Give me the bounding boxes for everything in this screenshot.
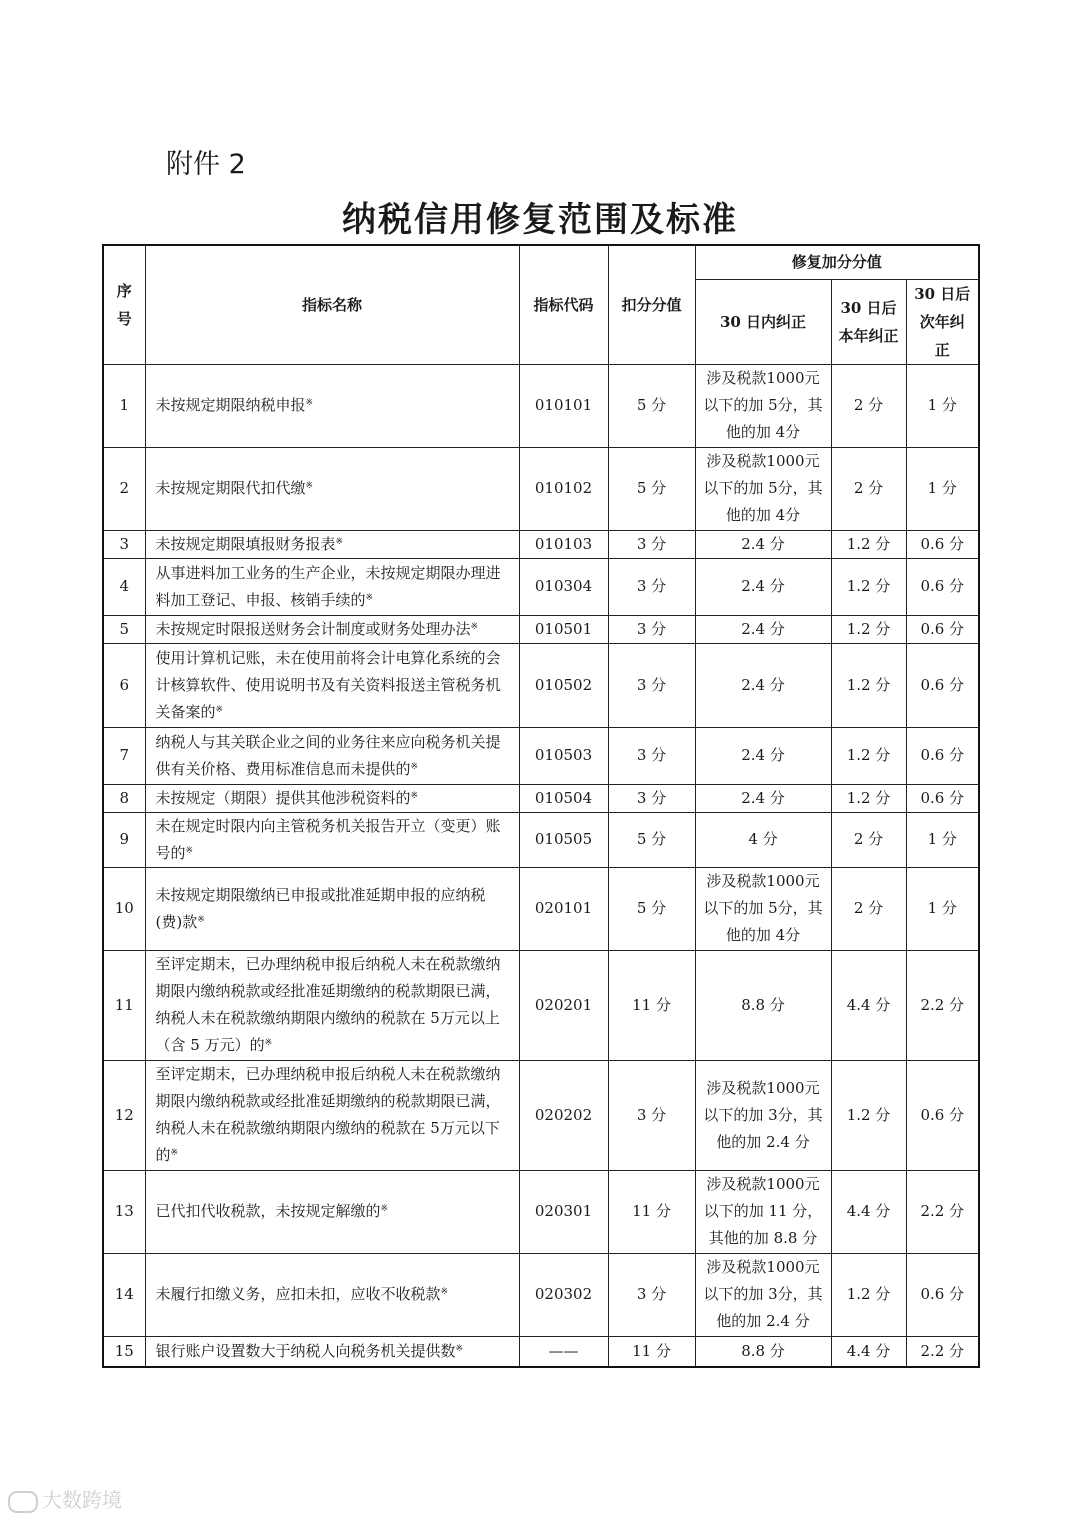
header-deduct: 扣分分值 (608, 245, 695, 364)
after-30-this-year-cell (831, 867, 906, 950)
footnote-mark: ※ (335, 536, 344, 547)
seq-cell-text: 15 (114, 1341, 134, 1360)
indicator-code-cell (519, 364, 608, 447)
seq-cell-text: 10 (114, 899, 134, 917)
indicator-code-cell (519, 1336, 608, 1367)
within-30-days-cell-text: 涉及税款1000元以下的加 11 分，其他的加 8.8 分 (703, 1175, 823, 1247)
after-30-this-year-cell (831, 643, 906, 727)
deduct-points-cell (608, 1336, 695, 1367)
within-30-days-cell (695, 1060, 831, 1170)
after-30-next-year-cell-text: 0.6 分 (920, 675, 965, 694)
deduct-points-cell-text: 3 分 (636, 675, 667, 694)
indicator-code-cell (519, 643, 608, 727)
after-30-this-year-cell-text: 1.2 分 (846, 619, 891, 638)
deduct-points-cell-text: 11 分 (632, 1202, 671, 1220)
indicator-code-cell-text: —— (548, 1341, 579, 1360)
seq-cell (103, 784, 145, 812)
after-30-this-year-cell (831, 950, 906, 1060)
after-30-next-year-cell (906, 1170, 979, 1253)
indicator-name-cell-text: 银行账户设置数大于纳税人向税务机关提供数 (155, 1341, 456, 1360)
deduct-points-cell (608, 615, 695, 643)
indicator-code-cell (519, 530, 608, 558)
deduct-points-cell-text: 3 分 (636, 1105, 667, 1124)
table-row (103, 615, 979, 643)
indicator-name-cell (145, 1060, 519, 1170)
indicator-name-cell (145, 447, 519, 530)
after-30-next-year-cell (906, 867, 979, 950)
after-30-this-year-cell-text: 1.2 分 (846, 577, 891, 595)
header-name: 指标名称 (145, 245, 519, 364)
footnote-mark: ※ (305, 398, 314, 408)
after-30-next-year-cell (906, 950, 979, 1060)
after-30-next-year-cell (906, 812, 979, 867)
deduct-points-cell-text: 11 分 (632, 1341, 671, 1360)
seq-cell-text: 14 (114, 1285, 134, 1303)
deduct-points-cell-text: 3 分 (636, 619, 667, 638)
footnote-mark: ※ (455, 1343, 464, 1354)
indicator-code-cell (519, 812, 608, 867)
footnote-mark: ※ (185, 845, 194, 856)
after-30-next-year-cell (906, 615, 979, 643)
attachment-label: 附件 2 (166, 149, 246, 180)
after-30-next-year-cell-text: 0.6 分 (920, 619, 965, 638)
indicator-name-cell-text: 未按规定期限代扣代缴 (155, 479, 306, 497)
after-30-this-year-cell-text: 1.2 分 (846, 534, 891, 553)
within-30-days-cell-text: 2.4 分 (741, 577, 785, 595)
indicator-code-cell (519, 1253, 608, 1336)
deduct-points-cell (608, 530, 695, 558)
after-30-this-year-cell (831, 1253, 906, 1336)
after-30-this-year-cell (831, 615, 906, 643)
after-30-next-year-cell-text: 0.6 分 (920, 746, 965, 764)
deduct-points-cell (608, 784, 695, 812)
indicator-name-cell-text: 未按规定时限报送财务会计制度或财务处理办法 (155, 619, 471, 638)
footnote-mark: ※ (305, 481, 314, 491)
within-30-days-cell-text: 8.8 分 (741, 1341, 785, 1360)
seq-cell-text: 11 (114, 995, 134, 1014)
header-within-30: 30 日内纠正 (695, 279, 831, 364)
indicator-code-cell-text: 020202 (534, 1105, 593, 1124)
deduct-points-cell (608, 1060, 695, 1170)
document-title: 纳税信用修复范围及标准 (342, 200, 738, 240)
after-30-next-year-cell (906, 1336, 979, 1367)
deduct-points-cell (608, 812, 695, 867)
after-30-this-year-cell-text: 2 分 (853, 830, 884, 848)
seq-cell (103, 643, 145, 727)
after-30-this-year-cell-text: 4.4 分 (846, 1341, 891, 1360)
indicator-name-cell-text: 从事进料加工业务的生产企业，未按规定期限办理进料加工登记、申报、核销手续的 (155, 563, 501, 609)
within-30-days-cell (695, 615, 831, 643)
after-30-this-year-cell (831, 812, 906, 867)
within-30-days-cell-text: 2.4 分 (741, 746, 785, 764)
indicator-code-cell (519, 1060, 608, 1170)
indicator-code-cell (519, 784, 608, 812)
repair-standards-table (102, 244, 980, 1368)
table-row (103, 364, 979, 447)
within-30-days-cell (695, 643, 831, 727)
within-30-days-cell (695, 1170, 831, 1253)
deduct-points-cell-text: 5 分 (636, 479, 667, 497)
indicator-name-cell (145, 1253, 519, 1336)
within-30-days-cell (695, 447, 831, 530)
after-30-this-year-cell-text: 4.4 分 (846, 995, 891, 1014)
table-row (103, 530, 979, 558)
seq-cell (103, 950, 145, 1060)
indicator-name-cell-text: 已代扣代收税款，未按规定解缴的 (155, 1202, 381, 1220)
within-30-days-cell-text: 涉及税款1000元以下的加 5分，其他的加 4分 (703, 369, 823, 441)
table-row (103, 447, 979, 530)
watermark-text: 大数跨境 (42, 1488, 122, 1512)
after-30-next-year-cell (906, 643, 979, 727)
seq-cell-text: 9 (119, 830, 130, 848)
table-row (103, 950, 979, 1060)
seq-cell (103, 447, 145, 530)
indicator-code-cell-text: 010505 (534, 830, 593, 848)
indicator-code-cell-text: 020301 (534, 1202, 593, 1220)
deduct-points-cell (608, 1253, 695, 1336)
deduct-points-cell (608, 558, 695, 615)
seq-cell-text: 1 (119, 396, 130, 414)
after-30-this-year-cell (831, 364, 906, 447)
indicator-name-cell (145, 530, 519, 558)
within-30-days-cell-text: 8.8 分 (741, 995, 785, 1014)
deduct-points-cell (608, 364, 695, 447)
after-30-next-year-cell (906, 558, 979, 615)
deduct-points-cell-text: 3 分 (636, 577, 667, 595)
seq-cell-text: 2 (119, 479, 130, 497)
seq-cell (103, 530, 145, 558)
indicator-name-cell-text: 未按规定（期限）提供其他涉税资料的 (155, 788, 411, 807)
within-30-days-cell (695, 364, 831, 447)
deduct-points-cell-text: 3 分 (636, 1285, 667, 1303)
table-row (103, 1060, 979, 1170)
within-30-days-cell-text: 2.4 分 (741, 675, 785, 694)
seq-cell-text: 13 (114, 1202, 134, 1220)
indicator-name-cell-text: 未按规定期限纳税申报 (155, 396, 306, 414)
indicator-code-cell-text: 020101 (534, 899, 593, 917)
after-30-next-year-cell (906, 727, 979, 784)
seq-cell (103, 1060, 145, 1170)
indicator-name-cell (145, 364, 519, 447)
indicator-code-cell-text: 010504 (534, 788, 593, 807)
after-30-this-year-cell (831, 1060, 906, 1170)
after-30-this-year-cell-text: 1.2 分 (846, 675, 891, 694)
logo-icon (8, 1491, 38, 1513)
indicator-code-cell-text: 010501 (534, 619, 593, 638)
seq-cell (103, 615, 145, 643)
footnote-mark: ※ (440, 1287, 449, 1297)
within-30-days-cell (695, 950, 831, 1060)
within-30-days-cell (695, 727, 831, 784)
indicator-code-cell (519, 1170, 608, 1253)
deduct-points-cell-text: 3 分 (636, 534, 667, 553)
within-30-days-cell (695, 530, 831, 558)
seq-cell (103, 1170, 145, 1253)
within-30-days-cell-text: 2.4 分 (741, 534, 785, 553)
within-30-days-cell-text: 涉及税款1000元以下的加 3分，其他的加 2.4 分 (703, 1078, 823, 1151)
after-30-this-year-cell (831, 447, 906, 530)
after-30-next-year-cell (906, 530, 979, 558)
seq-cell-text: 6 (119, 675, 130, 694)
within-30-days-cell-text: 2.4 分 (741, 788, 785, 807)
indicator-code-cell-text: 010304 (534, 577, 593, 595)
after-30-this-year-cell (831, 558, 906, 615)
indicator-code-cell-text: 010103 (534, 534, 593, 553)
after-30-this-year-cell-text: 2 分 (853, 396, 884, 414)
table-row (103, 867, 979, 950)
indicator-code-cell (519, 950, 608, 1060)
within-30-days-cell-text: 2.4 分 (741, 619, 785, 638)
seq-cell-text: 8 (119, 788, 130, 807)
after-30-this-year-cell-text: 1.2 分 (846, 1105, 891, 1124)
footnote-mark: ※ (410, 790, 419, 801)
within-30-days-cell (695, 812, 831, 867)
table-row (103, 1170, 979, 1253)
after-30-this-year-cell-text: 4.4 分 (846, 1202, 891, 1220)
after-30-next-year-cell-text: 1 分 (927, 396, 957, 414)
seq-cell (103, 812, 145, 867)
after-30-this-year-cell (831, 1336, 906, 1367)
indicator-code-cell (519, 615, 608, 643)
deduct-points-cell-text: 5 分 (636, 396, 667, 414)
deduct-points-cell (608, 447, 695, 530)
deduct-points-cell (608, 727, 695, 784)
after-30-next-year-cell-text: 0.6 分 (920, 1285, 965, 1303)
indicator-name-cell-text: 使用计算机记账，未在使用前将会计电算化系统的会计核算软件、使用说明书及有关资料报送主管税务机关备案的 (155, 648, 501, 721)
indicator-name-cell-text: 未在规定时限内向主管税务机关报告开立（变更）账号的 (155, 816, 501, 862)
seq-cell (103, 1253, 145, 1336)
indicator-code-cell-text: 020201 (534, 995, 593, 1014)
within-30-days-cell-text: 涉及税款1000元以下的加 5分，其他的加 4分 (703, 872, 823, 944)
after-30-this-year-cell-text: 1.2 分 (846, 1285, 891, 1303)
after-30-this-year-cell (831, 1170, 906, 1253)
after-30-this-year-cell (831, 727, 906, 784)
indicator-code-cell (519, 558, 608, 615)
indicator-name-cell-text: 至评定期末，已办理纳税申报后纳税人未在税款缴纳期限内缴纳税款或经批准延期缴纳的税款期限已满，纳税人未在税款缴纳期限内缴纳的税款在 5万元以下的 (155, 1065, 501, 1164)
indicator-name-cell (145, 727, 519, 784)
deduct-points-cell-text: 11 分 (632, 995, 671, 1014)
indicator-name-cell (145, 1170, 519, 1253)
footnote-mark: ※ (264, 1038, 273, 1048)
deduct-points-cell-text: 3 分 (636, 746, 667, 764)
indicator-name-cell (145, 950, 519, 1060)
seq-cell (103, 867, 145, 950)
footnote-mark: ※ (470, 621, 479, 632)
within-30-days-cell (695, 1253, 831, 1336)
after-30-this-year-cell-text: 2 分 (853, 899, 884, 917)
footnote-mark: ※ (365, 592, 374, 603)
indicator-name-cell (145, 615, 519, 643)
after-30-this-year-cell (831, 530, 906, 558)
table-row (103, 1253, 979, 1336)
table-row (103, 558, 979, 615)
header-after-30-this-year: 30 日后本年纠正 (831, 279, 906, 364)
after-30-next-year-cell-text: 2.2 分 (920, 995, 965, 1014)
indicator-name-cell (145, 812, 519, 867)
within-30-days-cell-text: 涉及税款1000元以下的加 3分，其他的加 2.4 分 (703, 1258, 823, 1330)
after-30-this-year-cell-text: 1.2 分 (846, 788, 891, 807)
seq-cell-text: 7 (119, 746, 130, 764)
seq-cell-text: 4 (119, 577, 130, 595)
footnote-mark: ※ (197, 914, 205, 925)
after-30-next-year-cell-text: 2.2 分 (920, 1202, 965, 1220)
footnote-mark: ※ (170, 1148, 179, 1158)
within-30-days-cell-text: 涉及税款1000元以下的加 5分，其他的加 4分 (703, 452, 823, 524)
after-30-next-year-cell-text: 0.6 分 (920, 1105, 965, 1124)
within-30-days-cell (695, 867, 831, 950)
header-code: 指标代码 (519, 245, 608, 364)
within-30-days-cell (695, 1336, 831, 1367)
indicator-code-cell-text: 010503 (534, 746, 593, 764)
footnote-mark: ※ (410, 761, 419, 772)
indicator-code-cell (519, 727, 608, 784)
footnote-mark: ※ (215, 704, 224, 715)
indicator-code-cell (519, 867, 608, 950)
within-30-days-cell-text: 4 分 (748, 830, 778, 848)
header-after-30-next-year: 30 日后次年纠正 (906, 279, 979, 364)
table-row (103, 727, 979, 784)
within-30-days-cell (695, 558, 831, 615)
indicator-name-cell (145, 784, 519, 812)
indicator-name-cell-text: 纳税人与其关联企业之间的业务往来应向税务机关提供有关价格、费用标准信息而未提供的 (155, 732, 501, 778)
table-row (103, 643, 979, 727)
indicator-code-cell-text: 010102 (534, 479, 593, 497)
indicator-name-cell (145, 867, 519, 950)
seq-cell (103, 727, 145, 784)
seq-cell (103, 558, 145, 615)
after-30-next-year-cell-text: 2.2 分 (920, 1341, 965, 1360)
after-30-next-year-cell (906, 1253, 979, 1336)
header-seq: 序号 (103, 245, 145, 364)
indicator-name-cell-text: 未履行扣缴义务，应扣未扣，应收不收税款 (155, 1285, 441, 1303)
after-30-next-year-cell-text: 1 分 (927, 479, 957, 497)
seq-cell (103, 1336, 145, 1367)
header-repair: 修复加分分值 (695, 245, 979, 279)
after-30-next-year-cell-text: 0.6 分 (920, 788, 965, 807)
after-30-next-year-cell (906, 784, 979, 812)
after-30-next-year-cell (906, 1060, 979, 1170)
indicator-name-cell (145, 643, 519, 727)
table-row (103, 1336, 979, 1367)
indicator-code-cell-text: 020302 (534, 1285, 593, 1303)
after-30-next-year-cell (906, 364, 979, 447)
deduct-points-cell (608, 643, 695, 727)
after-30-next-year-cell (906, 447, 979, 530)
deduct-points-cell (608, 950, 695, 1060)
within-30-days-cell (695, 784, 831, 812)
after-30-next-year-cell-text: 1 分 (927, 830, 957, 848)
table-row (103, 784, 979, 812)
after-30-next-year-cell-text: 0.6 分 (920, 534, 965, 553)
indicator-code-cell-text: 010502 (534, 675, 593, 694)
indicator-name-cell (145, 558, 519, 615)
after-30-this-year-cell-text: 1.2 分 (846, 746, 891, 764)
watermark (8, 1484, 122, 1513)
after-30-this-year-cell (831, 784, 906, 812)
after-30-this-year-cell-text: 2 分 (853, 479, 884, 497)
seq-cell-text: 12 (114, 1105, 134, 1124)
seq-cell (103, 364, 145, 447)
deduct-points-cell-text: 3 分 (636, 788, 667, 807)
indicator-name-cell-text: 至评定期末，已办理纳税申报后纳税人未在税款缴纳期限内缴纳税款或经批准延期缴纳的税款期限已满，纳税人未在税款缴纳期限内缴纳的税款在 5万元以上（含 5 万元）的 (155, 955, 501, 1054)
deduct-points-cell-text: 5 分 (636, 899, 667, 917)
table-row (103, 812, 979, 867)
deduct-points-cell-text: 5 分 (636, 830, 667, 848)
indicator-code-cell (519, 447, 608, 530)
indicator-name-cell-text: 未按规定期限缴纳已申报或批准延期申报的应纳税(费)款 (155, 885, 486, 931)
indicator-name-cell-text: 未按规定期限填报财务报表 (155, 534, 336, 553)
footnote-mark: ※ (380, 1204, 389, 1214)
after-30-next-year-cell-text: 0.6 分 (920, 577, 965, 595)
after-30-next-year-cell-text: 1 分 (927, 899, 957, 917)
seq-cell-text: 5 (119, 619, 130, 638)
deduct-points-cell (608, 867, 695, 950)
seq-cell-text: 3 (119, 534, 130, 553)
indicator-name-cell (145, 1336, 519, 1367)
deduct-points-cell (608, 1170, 695, 1253)
indicator-code-cell-text: 010101 (534, 396, 593, 414)
